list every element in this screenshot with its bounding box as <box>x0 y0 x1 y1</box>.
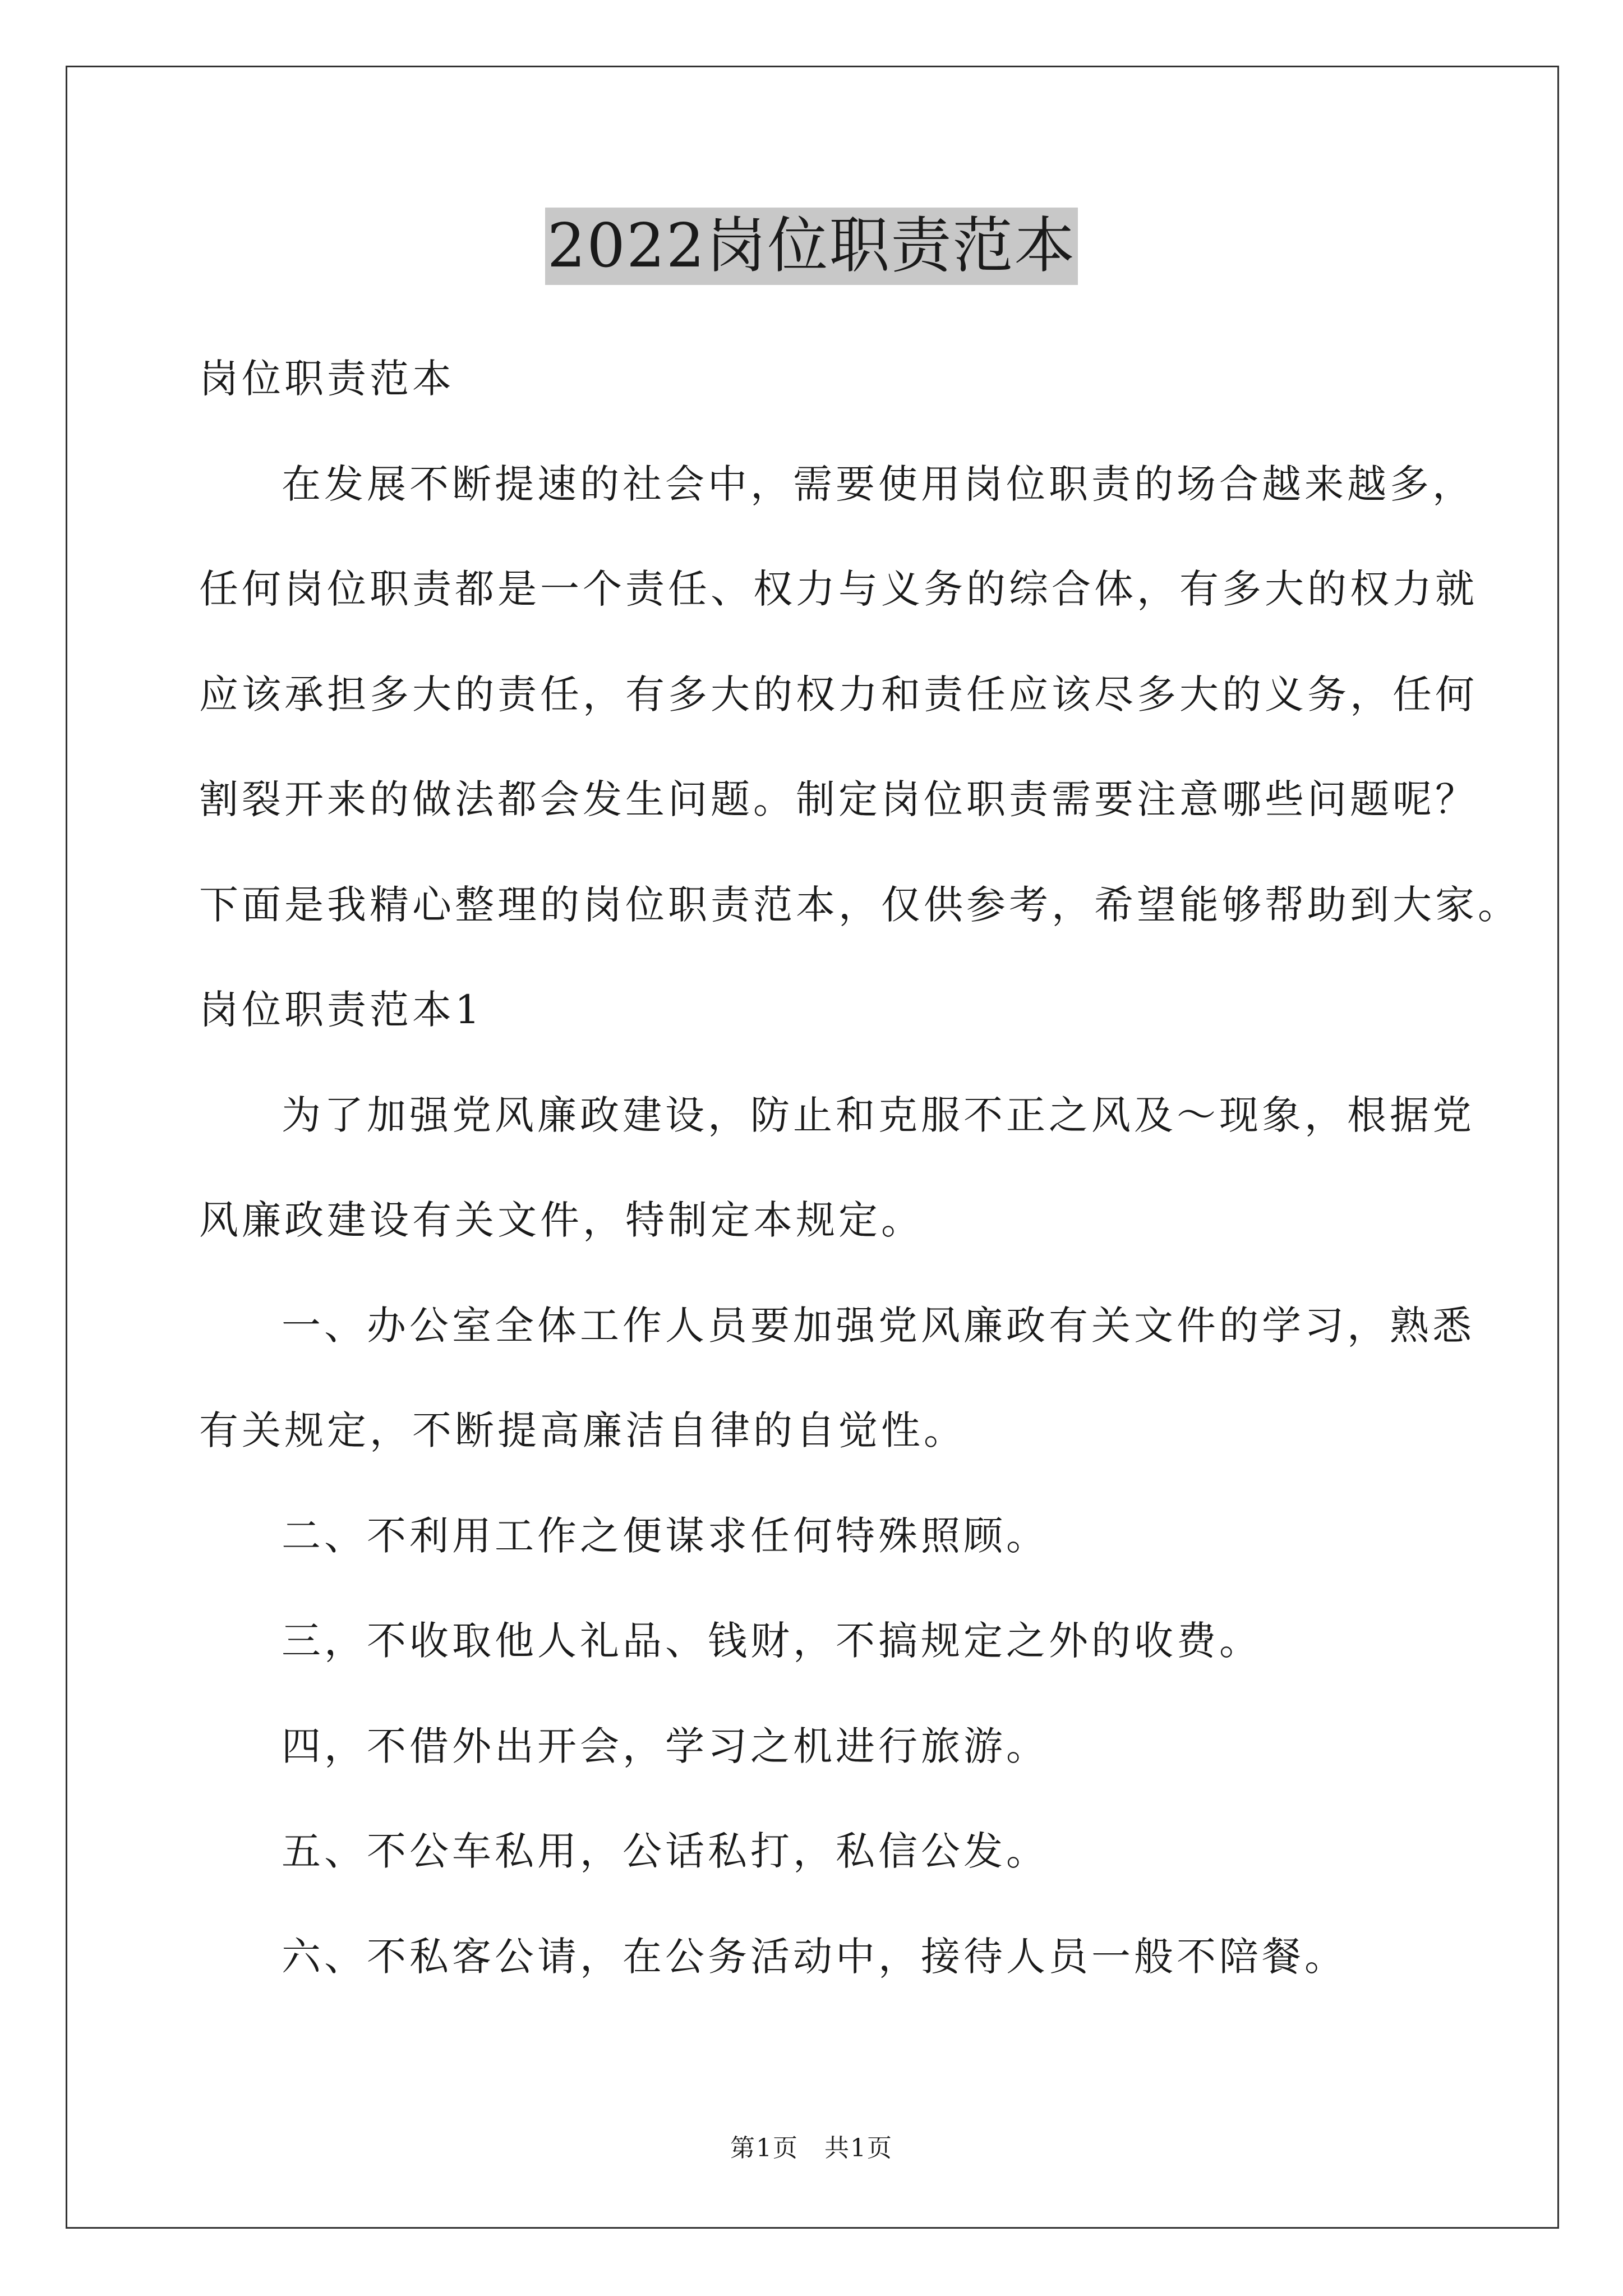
paragraph-line: 六、不私客公请，在公务活动中，接待人员一般不陪餐。 <box>282 1934 1347 1980</box>
paragraph-line: 下面是我精心整理的岗位职责范本，仅供参考，希望能够帮助到大家。 <box>199 882 1520 928</box>
paragraph-line: 在发展不断提速的社会中，需要使用岗位职责的场合越来越多， <box>282 461 1475 507</box>
paragraph-line: 一、办公室全体工作人员要加强党风廉政有关文件的学习，熟悉 <box>282 1303 1475 1349</box>
paragraph-line: 为了加强党风廉政建设，防止和克服不正之风及～现象，根据党 <box>282 1092 1475 1138</box>
paragraph-line: 应该承担多大的责任，有多大的权力和责任应该尽多大的义务，任何 <box>199 671 1478 717</box>
document-title: 2022岗位职责范本 <box>545 208 1078 285</box>
section-heading: 岗位职责范本1 <box>199 987 483 1033</box>
paragraph-line: 三，不收取他人礼品、钱财，不搞规定之外的收费。 <box>282 1618 1262 1664</box>
page-footer: 第1页 共1页 <box>730 2134 893 2162</box>
title-container <box>0 208 1623 285</box>
paragraph-line: 风廉政建设有关文件，特制定本规定。 <box>199 1197 924 1243</box>
paragraph-line: 任何岗位职责都是一个责任、权力与义务的综合体，有多大的权力就 <box>199 566 1478 612</box>
paragraph-line: 割裂开来的做法都会发生问题。制定岗位职责需要注意哪些问题呢？ <box>199 776 1478 822</box>
paragraph-line: 五、不公车私用，公话私打，私信公发。 <box>282 1828 1049 1874</box>
paragraph-line: 有关规定，不断提高廉洁自律的自觉性。 <box>199 1407 966 1453</box>
paragraph-line: 四，不借外出开会，学习之机进行旅游。 <box>282 1723 1049 1769</box>
paragraph-line: 二、不利用工作之便谋求任何特殊照顾。 <box>282 1513 1049 1559</box>
section-heading: 岗位职责范本 <box>199 356 455 402</box>
